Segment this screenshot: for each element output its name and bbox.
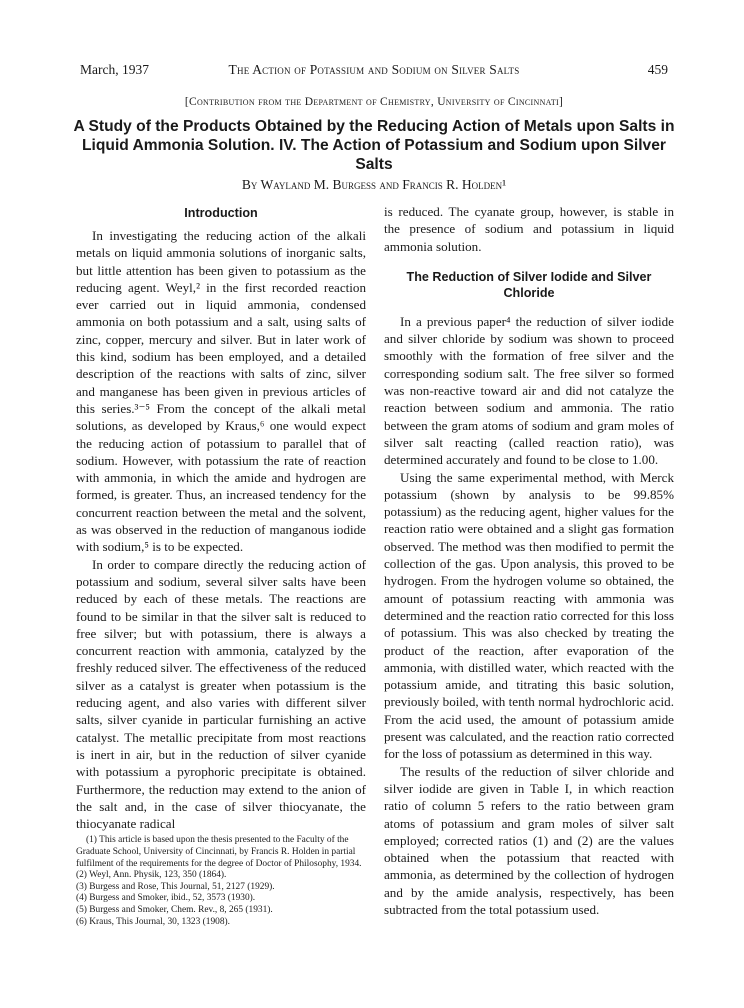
body-paragraph: Using the same experimental method, with Merck potassium (shown by analysis to be 99.85% potassium) as the reducing agent, higher values for the reaction ratio were obtained and a slight gas formation observed. The method was then modified to permit the collection of the gas. Upon analysis, this proved to be hydrogen. From the hydrogen volume so obtained, the amount of potassium reacting with ammonia was determined and the reaction ratio corrected for this loss of potassium. This was also checked by treating the product of the reaction, after evaporation of the ammonia, with distilled water, which reacted with the potassium amide, and titrating this basic solution, previously boiled, with tenth normal hydrochloric acid. From the acid used, the amount of potassium amide present was calculated, and the reaction ratio corrected for the loss of potassium as determined in this way.: [384, 469, 674, 762]
body-paragraph: In investigating the reducing action of the alkali metals on liquid ammonia solutions of inorganic salts, but little attention has been given to potassium as the reducing agent. Weyl,² in the first recorded reaction ever carried out in liquid ammonia, condensed ammonia on both potassium and a salt, using salts of zinc, copper, mercury and silver. But in later work of this kind, sodium has been employed, and a detailed description of the reactions with salts of zinc, silver and manganese has been given in previous articles of this series.³⁻⁵ From the concept of the alkali metal solutions, as developed by Kraus,⁶ one would expect the reducing action of potassium to parallel that of sodium. However, with potassium the rate of reaction with ammonia, in which the amide and hydrogen are formed, is greater. Thus, an increased tendency for the concurrent reaction between the metal and the solvent, as was observed in the reduction of manganous iodide with sodium,⁵ is to be expected.: [76, 228, 366, 555]
footnotes: [76, 835, 366, 928]
issue-date: March, 1937: [80, 62, 149, 77]
footnote: (6) Kraus, This Journal, 30, 1323 (1908).: [76, 916, 230, 927]
body-paragraph: In a previous paper⁴ the reduction of silver iodide and silver chloride by sodium was shown to proceed smoothly with the formation of free silver and the corresponding sodium salt. The free silver so formed was non-reactive toward air and did not catalyze the reaction between sodium and ammonia. The ratio between the gram atoms of sodium and gram moles of silver salt reacting (called reaction ratio), was determined accurately and found to be close to 1.00.: [384, 313, 674, 468]
footnote: (2) Weyl, Ann. Physik, 123, 350 (1864).: [76, 870, 227, 881]
contribution-line: [Contribution from the Department of Chemistry, University of Cincinnati]: [184, 96, 564, 108]
running-head: [80, 62, 668, 82]
footnote: (5) Burgess and Smoker, Chem. Rev., 8, 265 (1931).: [76, 904, 273, 915]
footnote: (4) Burgess and Smoker, ibid., 52, 3573 (1930).: [76, 893, 256, 904]
right-column: [384, 203, 674, 918]
body-paragraph: The results of the reduction of silver chloride and silver iodide are given in Table I, in which reaction ratio of column 5 refers to the ratio between gram atoms of potassium and gram moles of silver salt employed; corrected ratios (1) and (2) are the values obtained when the potassium that reacted with ammonia, as determined by the collection of hydrogen and by the amide analysis, respectively, has been subtracted from the total potassium used.: [384, 763, 674, 917]
left-column: [76, 203, 366, 928]
section-heading-reduction: The Reduction of Silver Iodide and Silver Chloride: [406, 269, 652, 300]
continued-paragraph: is reduced. The cyanate group, however, is stable in the presence of sodium and potassium in liquid ammonia solution.: [384, 204, 674, 254]
body-paragraph: In order to compare directly the reducing action of potassium and sodium, several silver salts have been reduced by each of these metals. The reactions are found to be similar in that the silver salt is reduced to free silver; but with potassium, there is always a concurrent reaction with ammonia, catalyzed by the freshly reduced silver. The effectiveness of the reduced silver as a catalyst is greater when potassium is the reducing agent, and also varies with different silver salts, silver cyanide in particular furnishing an active catalyst. The metallic precipitate from most reactions is inert in air, but in the reduction of silver cyanide with potassium a pyrophoric precipitate is obtained. Furthermore, the reduction may extend to the anion of the salt and, in the case of silver thiocyanate, the thiocyanate radical: [76, 556, 366, 832]
section-heading-introduction: Introduction: [184, 206, 258, 220]
page-number: 459: [647, 62, 668, 77]
author-byline: By Wayland M. Burgess and Francis R. Holden¹: [241, 177, 507, 192]
footnote: (3) Burgess and Rose, This Journal, 51, 2127 (1929).: [76, 881, 275, 892]
running-title: The Action of Potassium and Sodium on Silver Salts: [228, 62, 520, 77]
article-title: A Study of the Products Obtained by the Reducing Action of Metals upon Salts in Liquid Ammonia Solution. IV. The Action of Potassium and Sodium upon Silver Salts: [73, 118, 675, 173]
footnote: (1) This article is based upon the thesis presented to the Faculty of the Graduate School, University of Cincinnati, by Francis R. Holden in partial fulfilment of the requirements for the degree of Doctor of Philosophy, 1934.: [76, 835, 362, 869]
